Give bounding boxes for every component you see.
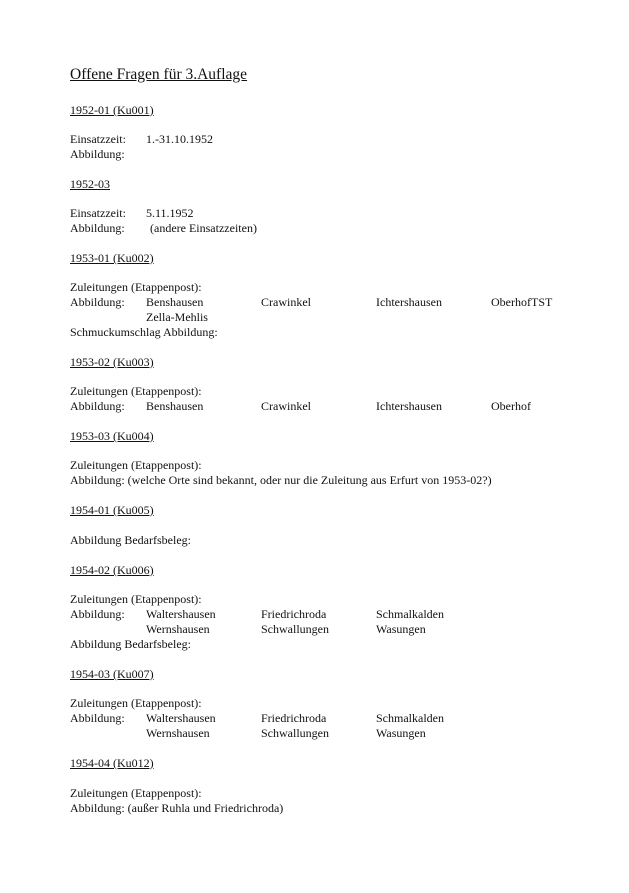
place-name: Oberhof — [491, 399, 531, 413]
place-name: Friedrichroda — [261, 607, 327, 621]
section-heading-1954-04: 1954-04 (Ku012) — [70, 756, 154, 770]
place-name: Crawinkel — [261, 399, 311, 413]
abbildung-label: Abbildung: — [70, 147, 125, 161]
place-name: Wernshausen — [146, 726, 210, 740]
place-name: Benshausen — [146, 399, 204, 413]
place-name: Benshausen — [146, 295, 204, 309]
abbildung-line: Abbildung: (welche Orte sind bekannt, oder nur die Zuleitung aus Erfurt von 1953-02?) — [70, 473, 492, 487]
place-name: Zella-Mehlis — [146, 310, 208, 324]
bedarfsbeleg-label: Abbildung Bedarfsbeleg: — [70, 637, 191, 651]
zuleitungen-label: Zuleitungen (Etappenpost): — [70, 592, 202, 606]
zuleitungen-label: Zuleitungen (Etappenpost): — [70, 458, 202, 472]
zuleitungen-label: Zuleitungen (Etappenpost): — [70, 384, 202, 398]
section-heading-1953-01: 1953-01 (Ku002) — [70, 251, 154, 265]
einsatzzeit-label: Einsatzzeit: — [70, 132, 126, 146]
section-heading-1954-03: 1954-03 (Ku007) — [70, 667, 154, 681]
place-name: Ichtershausen — [376, 399, 442, 413]
abbildung-label: Abbildung: — [70, 295, 125, 309]
section-heading-1952-03: 1952-03 — [70, 177, 110, 191]
place-name: Waltershausen — [146, 607, 216, 621]
page-title: Offene Fragen für 3.Auflage — [70, 66, 248, 83]
bedarfsbeleg-label: Abbildung Bedarfsbeleg: — [70, 533, 191, 547]
place-name: Ichtershausen — [376, 295, 442, 309]
section-heading-1952-01: 1952-01 (Ku001) — [70, 103, 154, 117]
schmuckumschlag-label: Schmuckumschlag Abbildung: — [70, 325, 218, 339]
einsatzzeit-value: 1.-31.10.1952 — [146, 132, 213, 146]
abbildung-label: Abbildung: — [70, 607, 125, 621]
place-name: Schmalkalden — [376, 607, 444, 621]
section-heading-1953-02: 1953-02 (Ku003) — [70, 355, 154, 369]
place-name: Schwallungen — [261, 622, 329, 636]
abbildung-label: Abbildung: — [70, 399, 125, 413]
place-name: Wasungen — [376, 726, 426, 740]
place-name: Wasungen — [376, 622, 426, 636]
einsatzzeit-value: 5.11.1952 — [146, 206, 194, 220]
place-name: Friedrichroda — [261, 711, 327, 725]
abbildung-label: Abbildung: — [70, 711, 125, 725]
place-name: Schmalkalden — [376, 711, 444, 725]
zuleitungen-label: Zuleitungen (Etappenpost): — [70, 280, 202, 294]
abbildung-line: Abbildung: (außer Ruhla und Friedrichroda) — [70, 801, 284, 815]
zuleitungen-label: Zuleitungen (Etappenpost): — [70, 786, 202, 800]
place-name: Crawinkel — [261, 295, 311, 309]
place-name: Wernshausen — [146, 622, 210, 636]
section-heading-1954-02: 1954-02 (Ku006) — [70, 563, 154, 577]
section-heading-1953-03: 1953-03 (Ku004) — [70, 429, 154, 443]
place-name: Waltershausen — [146, 711, 216, 725]
einsatzzeit-label: Einsatzzeit: — [70, 206, 126, 220]
abbildung-value: (andere Einsatzzeiten) — [150, 221, 257, 235]
place-name: OberhofTST — [491, 295, 553, 309]
place-name: Schwallungen — [261, 726, 329, 740]
section-heading-1954-01: 1954-01 (Ku005) — [70, 503, 154, 517]
zuleitungen-label: Zuleitungen (Etappenpost): — [70, 696, 202, 710]
abbildung-label: Abbildung: — [70, 221, 125, 235]
